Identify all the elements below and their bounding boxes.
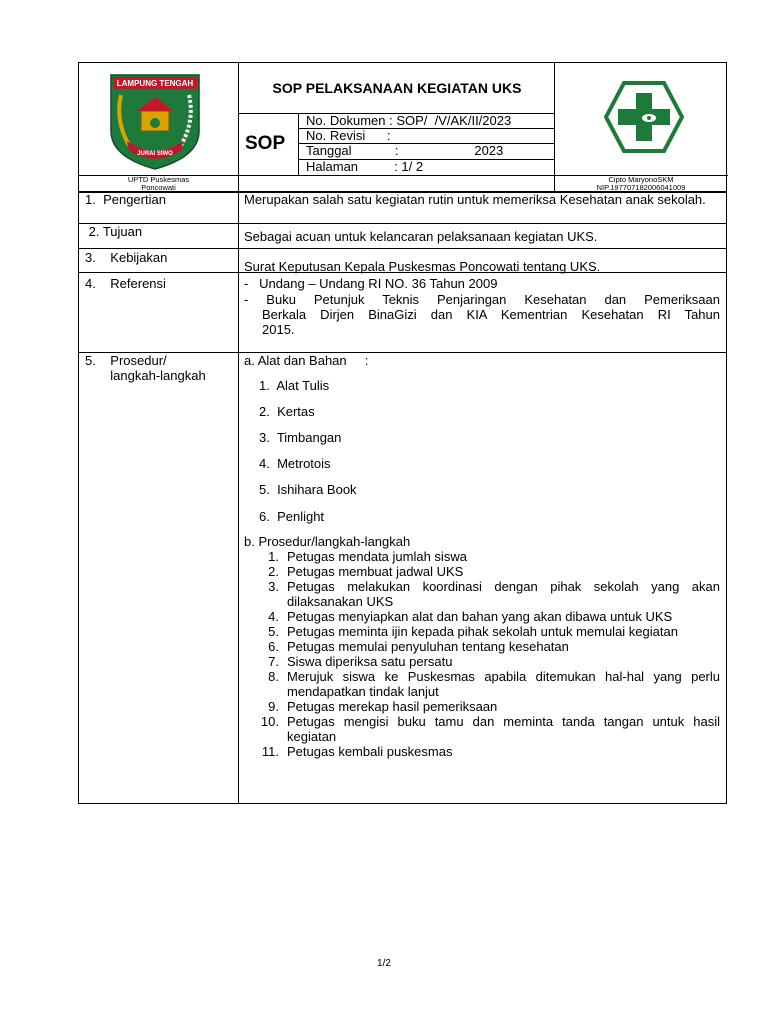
langkah-list [244,549,720,759]
text-kebijakan: Surat Keputusan Kepala Puskesmas Poncowati tentang UKS. [244,259,601,274]
alat-heading: a. Alat dan Bahan : [244,353,369,368]
label-prosedur: 5. Prosedur/ [85,353,167,368]
list-item: 1. Alat Tulis [259,378,330,393]
list-item: 6. Petugas memulai penyuluhan tentang kesehatan [268,639,569,654]
ref-line-3: Berkala Dirjen BinaGizi dan KIA Kementrian Kesehatan RI Tahun [262,307,720,322]
list-item: 3. Timbangan [259,430,342,445]
label-langkah: langkah-langkah [85,368,206,383]
lampung-tengah-emblem-icon [107,71,203,171]
list-item: 2. Petugas membuat jadwal UKS [268,564,464,579]
ref-line-1: - Undang – Undang RI NO. 36 Tahun 2009 [244,276,498,291]
list-item: 5. Ishihara Book [259,482,357,497]
label-kebijakan: 3. Kebijakan [85,250,168,265]
label-pengertian: 1. Pengertian [85,192,166,207]
list-item: 4. Metrotois [259,456,331,471]
org-line-1: UPTD Puskesmas [127,175,190,184]
sop-content-table [78,192,727,804]
text-pengertian: Merupakan salah satu kegiatan rutin untuk memeriksa Kesehatan anak sekolah. [244,192,706,207]
ref-line-2: - Buku Petunjuk Teknis Penjaringan Kesehatan dan Pemeriksaan [244,292,720,307]
label-referensi: 4. Referensi [85,276,166,291]
svg-text:LAMPUNG TENGAH: LAMPUNG TENGAH [116,79,194,88]
page-number: 1/2 [377,958,391,969]
list-item: 8. Merujuk siswa ke Puskesmas apabila ditemukan hal-hal yang perlu mendapatkan tindak lanjut [268,669,720,699]
list-item: 2. Kertas [259,404,315,419]
list-item: 10. Petugas mengisi buku tamu dan meminta tanda tangan untuk hasil kegiatan [260,714,720,744]
label-tujuan: 2. Tujuan [85,224,143,239]
langkah-heading: b. Prosedur/langkah-langkah [244,534,411,549]
svg-text:JURAI SIWO: JURAI SIWO [137,151,173,157]
list-item: 11. Petugas kembali puskesmas [261,744,453,759]
signer-name: Cipto MaryonoSKM [608,175,674,184]
list-item: 5. Petugas meminta ijin kepada pihak sekolah untuk memulai kegiatan [268,624,678,639]
org-name [79,176,238,192]
halaman: Halaman : 1/ 2 [306,159,424,174]
tanggal: Tanggal : 2023 [306,143,504,158]
signer-nip: NIP.197707182006041009 [596,183,686,192]
no-revisi: No. Revisi : [306,128,391,143]
sop-label: SOP [245,133,286,154]
signer-block [554,176,728,192]
list-item: 6. Penlight [259,509,325,524]
ref-line-4: 2015. [262,322,295,337]
puskesmas-logo-icon [604,81,684,153]
sop-header [78,62,727,192]
list-item: 3. Petugas melakukan koordinasi dengan pihak sekolah yang akan dilaksanakan UKS [268,579,720,609]
list-item: 1. Petugas mendata jumlah siswa [268,549,467,564]
text-tujuan: Sebagai acuan untuk kelancaran pelaksanaan kegiatan UKS. [244,229,598,244]
list-item: 7. Siswa diperiksa satu persatu [268,654,453,669]
list-item: 4. Petugas menyiapkan alat dan bahan yang akan dibawa untuk UKS [268,609,673,624]
list-item: 9. Petugas merekap hasil pemeriksaan [268,699,498,714]
no-dokumen: No. Dokumen : SOP/ /V/AK/II/2023 [306,113,512,128]
document-title: SOP PELAKSANAAN KEGIATAN UKS [272,80,522,96]
org-line-2: Poncowati [141,183,176,192]
